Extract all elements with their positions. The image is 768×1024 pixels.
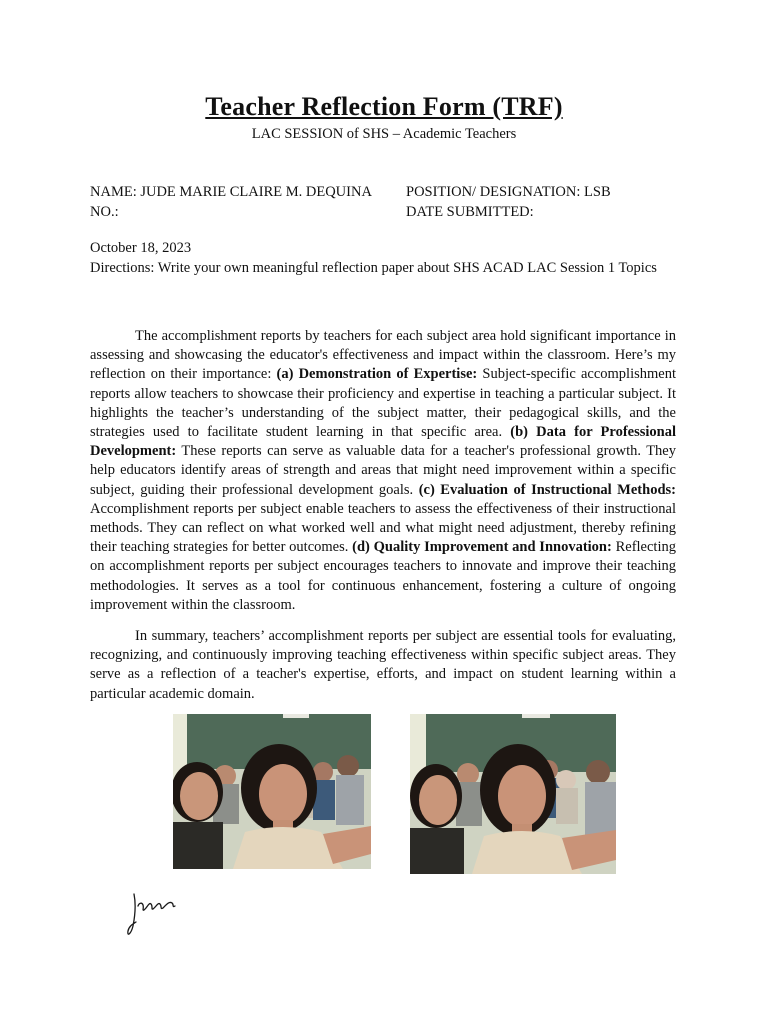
intro-text: The accomplishment reports by teachers for each subject area hold significant importance in assessing and showcasing the educator's effectiveness and impact within the classroom. Here’s my reflection on their importance: bbox=[90, 328, 676, 383]
position-field: POSITION/ DESIGNATION: LSB bbox=[406, 184, 611, 200]
name-field: NAME: JUDE MARIE CLAIRE M. DEQUINA bbox=[90, 184, 372, 200]
number-field: NO.: bbox=[90, 204, 119, 220]
selfie-illustration-1 bbox=[173, 714, 371, 869]
form-title: Teacher Reflection Form (TRF) bbox=[205, 92, 563, 121]
selfie-illustration-2 bbox=[410, 714, 616, 874]
point-c-label: (c) Evaluation of Instructional Methods: bbox=[418, 481, 676, 498]
group-selfie-photo-2 bbox=[410, 714, 616, 874]
point-a-text: Subject-specific accomplishment reports allow teachers to showcase their proficiency and expertise in teaching a particular subject. It highlights the teacher’s understanding of the subject matter, their pedagogical skills, and the strategies used to facilitate student learning in that specific area. bbox=[90, 366, 676, 441]
document-date: October 18, 2023 bbox=[90, 240, 192, 256]
point-d-label: (d) Quality Improvement and Innovation: bbox=[352, 539, 612, 556]
date-submitted-field: DATE SUBMITTED: bbox=[406, 204, 534, 220]
point-b-label: (b) Data for Professional Development: bbox=[90, 424, 676, 460]
reflection-paragraph-1 bbox=[90, 327, 676, 615]
point-b-text: These reports can serve as valuable data for a teacher's professional growth. They help educators identify areas of strength and areas that might need improvement within a specific subject, guiding their professional development goals. bbox=[90, 443, 676, 498]
meta-left-block bbox=[90, 182, 372, 222]
form-subtitle: LAC SESSION of SHS – Academic Teachers bbox=[251, 126, 517, 142]
summary-paragraph: In summary, teachers’ accomplishment reports per subject are essential tools for evaluating, recognizing, and continuously improving teaching effectiveness within specific subject areas. They serve as a reflection of a teacher's expertise, efforts, and impact on student learning within a particular academic domain. bbox=[90, 628, 676, 702]
directions-text: Directions: Write your own meaningful reflection paper about SHS ACAD LAC Session 1 Topics bbox=[90, 260, 657, 276]
point-d-text: Reflecting on accomplishment reports per subject encourages teachers to innovate and improve their teaching methodologies. It serves as a tool for continuous enhancement, fostering a culture of ongoing improvement within the classroom. bbox=[90, 539, 676, 613]
handwritten-signature bbox=[122, 884, 186, 942]
group-selfie-photo-1 bbox=[173, 714, 371, 869]
meta-right-block bbox=[406, 182, 611, 222]
point-a-label: (a) Demonstration of Expertise: bbox=[276, 366, 478, 383]
point-c-text: Accomplishment reports per subject enable teachers to assess the effectiveness of their instructional methods. They can reflect on what worked well and what might need adjustment, thereby refining their teaching strategies for better outcomes. bbox=[90, 500, 676, 556]
